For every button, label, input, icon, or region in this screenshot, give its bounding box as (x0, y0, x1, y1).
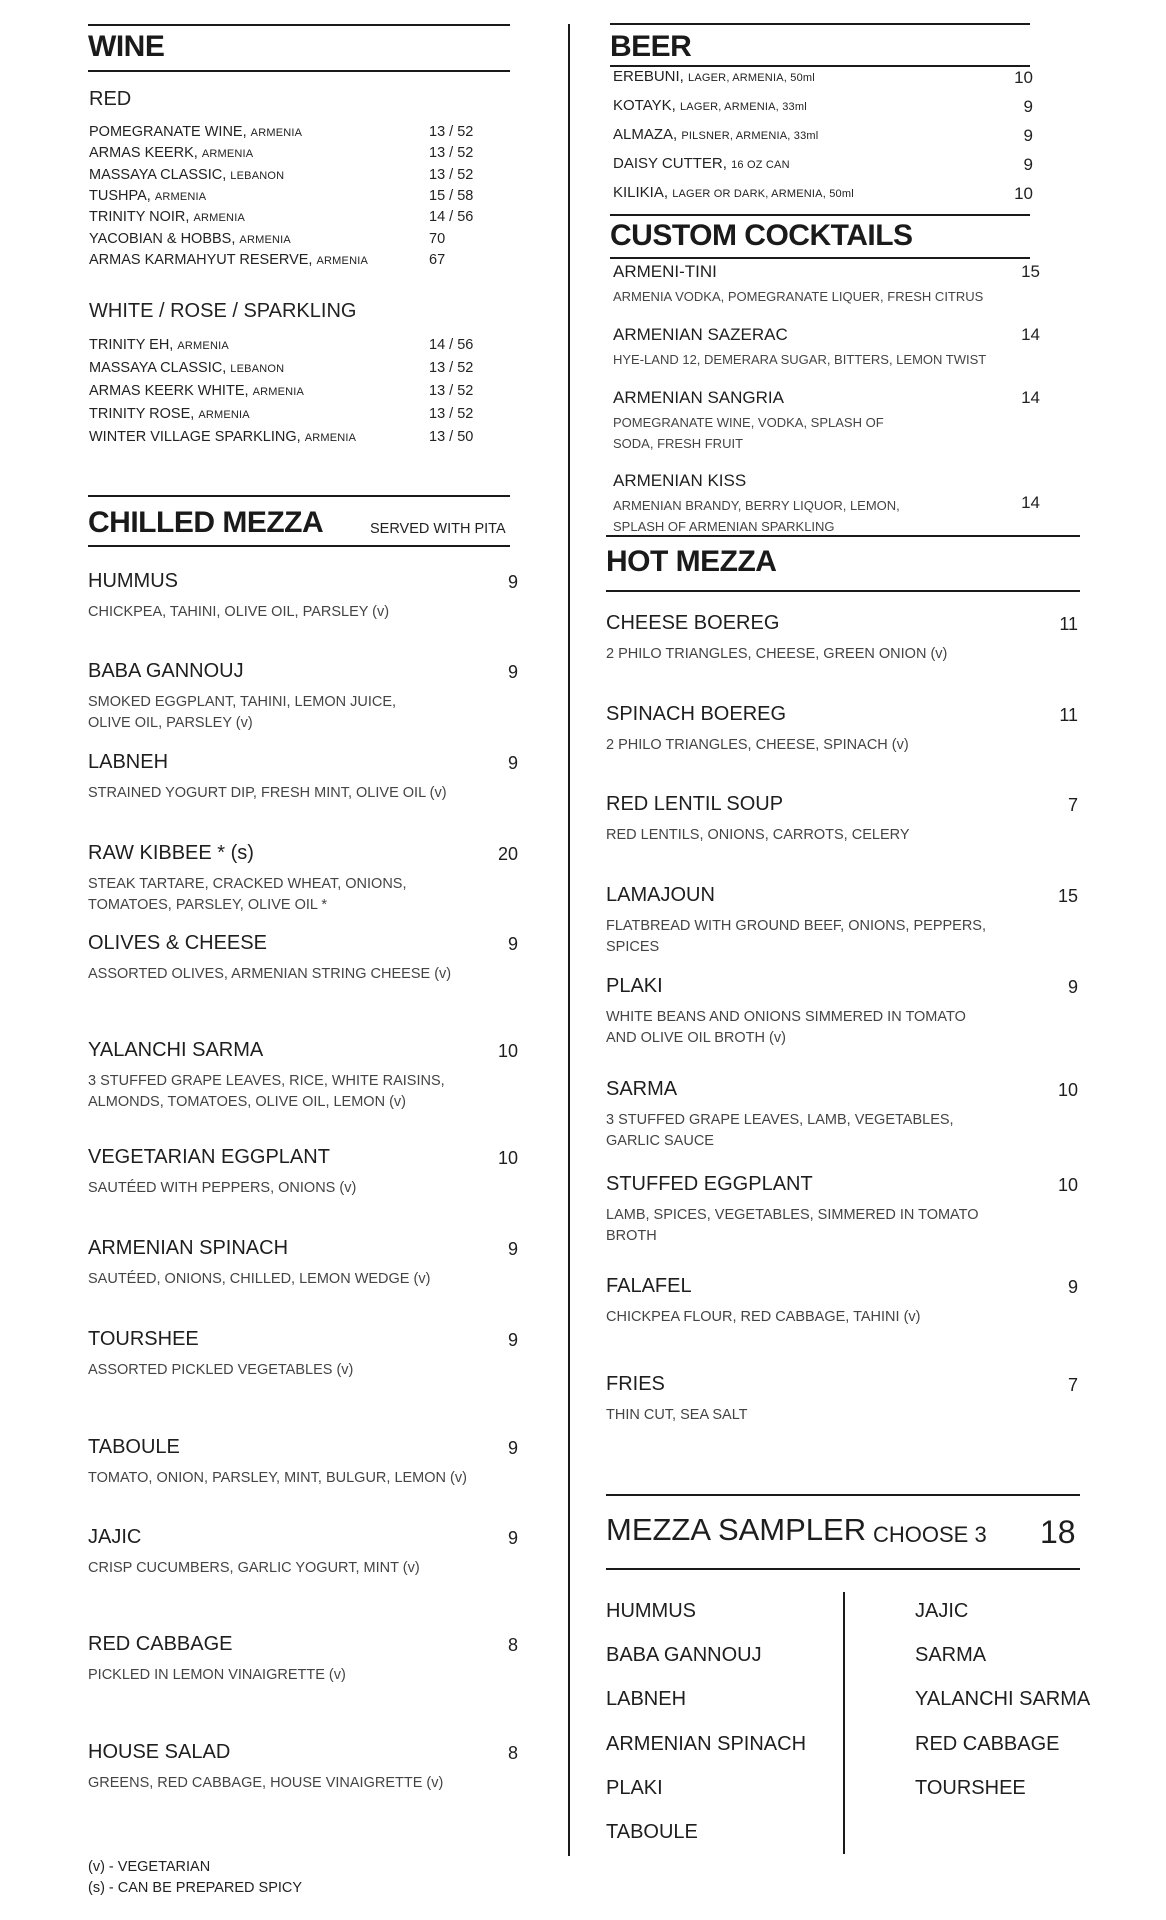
wine-top-rule (88, 24, 510, 26)
cocktail-desc: ARMENIA VODKA, POMEGRANATE LIQUER, FRESH CITRUS (613, 289, 984, 304)
hot-item-name: LAMAJOUN (606, 884, 715, 906)
wine-bottom-rule (88, 70, 510, 72)
chilled-item-price: 20 (497, 844, 518, 864)
chilled-item-price: 8 (507, 1635, 518, 1655)
cocktail-name: ARMENIAN SANGRIA (613, 388, 784, 407)
sampler-item: PLAKI (606, 1776, 663, 1799)
hot-item-name: SPINACH BOEREG (606, 703, 787, 725)
cocktail-name: ARMENIAN KISS (613, 471, 747, 490)
hot-item-price: 11 (1059, 614, 1078, 634)
chilled-item-desc: STEAK TARTARE, CRACKED WHEAT, ONIONS, TOMATOES, PARSLEY, OLIVE OIL * (88, 876, 407, 913)
wine-price: 13 / 52 (429, 145, 474, 162)
wine-row (89, 406, 489, 426)
hot-item-name: SARMA (606, 1078, 678, 1100)
wine-origin: ARMENIA (304, 432, 357, 444)
hot-item-price: 10 (1057, 1175, 1078, 1195)
chilled-item-name: RED CABBAGE (88, 1633, 233, 1655)
hot-item-desc: WHITE BEANS AND ONIONS SIMMERED IN TOMATO AND OLIVE OIL BROTH (v) (606, 1009, 966, 1046)
chilled-item-desc: SAUTÉED WITH PEPPERS, ONIONS (v) (88, 1180, 357, 1196)
hot-item-desc: LAMB, SPICES, VEGETABLES, SIMMERED IN TOMATO BROTH (606, 1207, 979, 1244)
beer-row (613, 126, 1043, 143)
beer-detail: LAGER, ARMENIA, 33ml (679, 101, 807, 113)
chilled-item-price: 9 (507, 572, 518, 592)
chilled-item-desc: STRAINED YOGURT DIP, FRESH MINT, OLIVE OIL (v) (88, 785, 447, 801)
wine-price: 14 / 56 (429, 209, 474, 226)
chilled-item-desc: ASSORTED PICKLED VEGETABLES (v) (88, 1362, 354, 1378)
sampler-bottom-rule (606, 1568, 1080, 1570)
hot-item-desc: 2 PHILO TRIANGLES, CHEESE, GREEN ONION (v) (606, 646, 948, 662)
wine-price: 70 (429, 230, 446, 247)
cocktail-name: ARMENI-TINI (613, 262, 717, 281)
wine-name: ARMAS KARMAHYUT RESERVE, (89, 251, 313, 268)
hot-item-name: FRIES (606, 1373, 665, 1395)
wine-row (89, 145, 489, 165)
hot-item-desc: FLATBREAD WITH GROUND BEEF, ONIONS, PEPPERS, SPICES (606, 918, 987, 955)
wine-origin: LEBANON (230, 169, 285, 182)
beer-row (613, 184, 1043, 201)
wine-row (89, 209, 489, 229)
footnote-spicy: (s) - CAN BE PREPARED SPICY (88, 1880, 303, 1896)
wine-name: TRINITY ROSE, (89, 406, 195, 422)
wine-origin: ARMENIA (198, 409, 250, 421)
sampler-item: TOURSHEE (915, 1776, 1026, 1799)
wine-row (89, 429, 489, 449)
chilled-item-desc: TOMATO, ONION, PARSLEY, MINT, BULGUR, LEMON (v) (88, 1470, 467, 1486)
beer-detail: 16 OZ CAN (731, 159, 790, 171)
chilled-item-desc: CHICKPEA, TAHINI, OLIVE OIL, PARSLEY (v) (88, 604, 390, 620)
hot-item-desc: THIN CUT, SEA SALT (606, 1407, 748, 1423)
sampler-item: RED CABBAGE (915, 1732, 1060, 1755)
wine-name: YACOBIAN & HOBBS, (89, 230, 236, 247)
chilled-item-price: 10 (497, 1148, 518, 1168)
chilled-item-name: VEGETARIAN EGGPLANT (88, 1146, 330, 1168)
beer-price: 9 (1023, 97, 1033, 116)
wine-name: WINTER VILLAGE SPARKLING, (89, 429, 301, 445)
hot-item-desc: CHICKPEA FLOUR, RED CABBAGE, TAHINI (v) (606, 1309, 921, 1325)
wine-price: 13 / 50 (429, 429, 474, 445)
chilled-item-desc: PICKLED IN LEMON VINAIGRETTE (v) (88, 1667, 346, 1683)
hot-item-price: 11 (1059, 705, 1078, 725)
wine-price: 13 / 52 (429, 406, 474, 422)
sampler-item: YALANCHI SARMA (915, 1688, 1091, 1711)
chilled-item-desc: ASSORTED OLIVES, ARMENIAN STRING CHEESE (v) (88, 966, 452, 982)
hot-item-desc: 3 STUFFED GRAPE LEAVES, LAMB, VEGETABLES, GARLIC SAUCE (606, 1112, 954, 1149)
chilled-item-price: 8 (507, 1743, 518, 1763)
wine-name: ARMAS KEERK WHITE, (89, 383, 249, 399)
sampler-item: ARMENIAN SPINACH (606, 1732, 807, 1755)
white-heading: WHITE / ROSE / SPARKLING (89, 300, 357, 322)
hot-item-price: 9 (1067, 977, 1078, 997)
sampler-item: LABNEH (606, 1688, 687, 1711)
wine-row (89, 231, 489, 251)
chilled-top-rule (88, 495, 510, 497)
chilled-item-desc: SMOKED EGGPLANT, TAHINI, LEMON JUICE, OLIVE OIL, PARSLEY (v) (88, 694, 397, 731)
cocktail-price: 14 (1021, 325, 1040, 344)
wine-origin: ARMENIA (154, 190, 207, 203)
wine-origin: ARMENIA (177, 340, 229, 352)
chilled-bottom-rule (88, 545, 510, 547)
hot-item-name: PLAKI (606, 975, 663, 997)
chilled-title: CHILLED MEZZA (88, 506, 324, 539)
beer-row (613, 97, 1043, 114)
hot-item-name: FALAFEL (606, 1275, 692, 1297)
sampler-price: 18 (1040, 1514, 1076, 1550)
wine-price: 13 / 52 (429, 166, 474, 183)
beer-price: 9 (1023, 155, 1033, 174)
hot-item-name: CHEESE BOEREG (606, 612, 780, 634)
cocktail-desc: HYE-LAND 12, DEMERARA SUGAR, BITTERS, LEMON TWIST (613, 352, 987, 367)
beer-price: 10 (1014, 68, 1033, 87)
wine-price: 67 (429, 251, 446, 268)
chilled-item-name: JAJIC (88, 1526, 142, 1548)
beer-name: DAISY CUTTER, (613, 155, 727, 172)
wine-origin: ARMENIA (316, 254, 369, 267)
beer-name: EREBUNI, (613, 68, 684, 85)
beer-bottom-rule (610, 65, 1030, 67)
cocktail-desc: ARMENIAN BRANDY, BERRY LIQUOR, LEMON, SPLASH OF ARMENIAN SPARKLING (613, 498, 900, 534)
beer-row (613, 68, 1043, 85)
cocktail-price: 15 (1021, 262, 1040, 281)
sampler-top-rule (606, 1494, 1080, 1496)
wine-name: MASSAYA CLASSIC, (89, 166, 227, 183)
beer-top-rule (610, 23, 1030, 25)
beer-name: ALMAZA, (613, 126, 678, 143)
cocktails-title: CUSTOM COCKTAILS (610, 219, 913, 252)
cocktails-bottom-rule (610, 257, 1030, 259)
wine-name: MASSAYA CLASSIC, (89, 360, 227, 376)
chilled-item-desc: SAUTÉED, ONIONS, CHILLED, LEMON WEDGE (v) (88, 1271, 431, 1287)
wine-price: 13 / 52 (429, 383, 474, 399)
wine-name: TRINITY NOIR, (89, 209, 190, 226)
chilled-item-price: 9 (507, 1330, 518, 1350)
chilled-item-name: TABOULE (88, 1436, 180, 1458)
sampler-item: JAJIC (915, 1600, 969, 1622)
beer-name: KILIKIA, (613, 184, 669, 201)
chilled-item-name: HUMMUS (88, 570, 178, 592)
wine-row (89, 124, 489, 144)
chilled-item-price: 9 (507, 934, 518, 954)
cocktail-price: 14 (1021, 388, 1040, 407)
hot-bottom-rule (606, 590, 1080, 592)
chilled-item-name: LABNEH (88, 751, 169, 773)
footnote-vegetarian: (v) - VEGETARIAN (88, 1859, 211, 1875)
wine-origin: LEBANON (230, 363, 285, 375)
wine-row (89, 188, 489, 208)
beer-price: 9 (1023, 126, 1033, 145)
wine-title: WINE (88, 30, 165, 63)
chilled-item-price: 9 (507, 753, 518, 773)
chilled-item-name: RAW KIBBEE * (s) (88, 842, 254, 864)
chilled-item-desc: GREENS, RED CABBAGE, HOUSE VINAIGRETTE (v) (88, 1775, 444, 1791)
chilled-item-desc: 3 STUFFED GRAPE LEAVES, RICE, WHITE RAISINS, ALMONDS, TOMATOES, OLIVE OIL, LEMON (v) (88, 1073, 445, 1110)
hot-title: HOT MEZZA (606, 545, 777, 578)
wine-price: 15 / 58 (429, 187, 474, 204)
chilled-item-price: 10 (497, 1041, 518, 1061)
beer-detail: LAGER, ARMENIA, 50ml (688, 72, 815, 84)
hot-item-price: 15 (1057, 886, 1078, 906)
wine-row (89, 167, 489, 187)
hot-item-price: 7 (1067, 795, 1078, 815)
sampler-item: BABA GANNOUJ (606, 1644, 762, 1667)
hot-item-desc: RED LENTILS, ONIONS, CARROTS, CELERY (606, 827, 910, 843)
beer-title: BEER (610, 30, 692, 63)
column-divider (568, 24, 570, 1856)
chilled-item-name: ARMENIAN SPINACH (88, 1237, 289, 1259)
beer-detail: LAGER OR DARK, ARMENIA, 50ml (672, 188, 854, 200)
wine-row (89, 337, 489, 357)
wine-origin: ARMENIA (252, 386, 305, 398)
chilled-item-price: 9 (507, 1528, 518, 1548)
chilled-item-desc: CRISP CUCUMBERS, GARLIC YOGURT, MINT (v) (88, 1560, 420, 1576)
beer-price: 10 (1014, 184, 1033, 203)
hot-item-name: RED LENTIL SOUP (606, 793, 784, 815)
chilled-item-name: YALANCHI SARMA (88, 1039, 264, 1061)
sampler-title: MEZZA SAMPLER (606, 1512, 867, 1547)
beer-row (613, 155, 1043, 172)
hot-top-rule (606, 535, 1080, 537)
hot-item-name: STUFFED EGGPLANT (606, 1173, 813, 1195)
sampler-choose: CHOOSE 3 (873, 1522, 987, 1547)
beer-name: KOTAYK, (613, 97, 676, 114)
wine-origin: ARMENIA (250, 127, 303, 139)
hot-item-price: 9 (1067, 1277, 1078, 1297)
hot-item-price: 10 (1057, 1080, 1078, 1100)
wine-price: 13 / 52 (429, 124, 474, 140)
chilled-item-name: BABA GANNOUJ (88, 660, 244, 682)
chilled-item-name: OLIVES & CHEESE (88, 932, 267, 954)
wine-row (89, 252, 489, 272)
wine-name: ARMAS KEERK, (89, 145, 198, 162)
chilled-subtitle: SERVED WITH PITA (370, 521, 506, 537)
chilled-item-price: 9 (507, 1438, 518, 1458)
chilled-item-price: 9 (507, 1239, 518, 1259)
sampler-item: HUMMUS (606, 1600, 696, 1622)
sampler-item: SARMA (915, 1644, 987, 1667)
red-heading: RED (89, 88, 132, 110)
cocktail-price: 14 (1021, 493, 1040, 512)
wine-origin: ARMENIA (193, 212, 245, 225)
wine-name: TUSHPA, (89, 187, 151, 204)
wine-price: 14 / 56 (429, 337, 474, 353)
wine-origin: ARMENIA (201, 148, 254, 161)
wine-price: 13 / 52 (429, 360, 474, 376)
sampler-item: TABOULE (606, 1821, 698, 1843)
beer-detail: PILSNER, ARMENIA, 33ml (681, 130, 819, 142)
cocktail-desc: POMEGRANATE WINE, VODKA, SPLASH OF SODA, FRESH FRUIT (613, 415, 884, 451)
cocktails-top-rule (610, 214, 1030, 216)
chilled-item-name: HOUSE SALAD (88, 1741, 231, 1763)
wine-name: POMEGRANATE WINE, (89, 124, 247, 140)
wine-row (89, 360, 489, 380)
hot-item-desc: 2 PHILO TRIANGLES, CHEESE, SPINACH (v) (606, 737, 909, 753)
wine-origin: ARMENIA (239, 233, 291, 246)
chilled-item-price: 9 (507, 662, 518, 682)
wine-row (89, 383, 489, 403)
chilled-item-name: TOURSHEE (88, 1328, 199, 1350)
sampler-divider (843, 1592, 845, 1854)
hot-item-price: 7 (1067, 1375, 1078, 1395)
cocktail-name: ARMENIAN SAZERAC (613, 325, 788, 344)
wine-name: TRINITY EH, (89, 337, 174, 353)
